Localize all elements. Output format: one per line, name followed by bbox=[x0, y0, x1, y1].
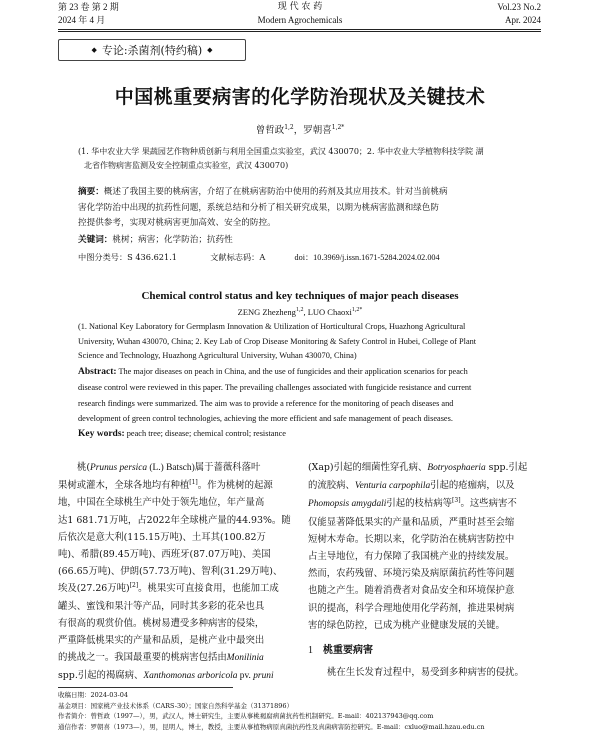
document-code: 文献标志码：A bbox=[210, 252, 266, 262]
column-tag-label: 专论:杀菌剂(特约稿) bbox=[101, 44, 203, 57]
abstract-en: Abstract: The major diseases on peach in China, and the use of fungicides and their application scenarios for peach disease control were reviewed in this paper. The prevailing challenges associated with fungicide resistance and current research findings were summarized. The aim was to provide a reference for the monitoring of peach diseases and development of green control technologies, achieving the more efficient and safe management of peach diseases. bbox=[78, 367, 472, 423]
doi: doi：10.3969/j.issn.1671-5284.2024.02.004 bbox=[294, 253, 440, 262]
english-title: Chemical control status and key techniques of major peach diseases bbox=[141, 290, 459, 302]
body-right-column: (Xap)引起的细菌性穿孔病、Botryosphaeria spp.引起 的流胶病、Venturia carpophila引起的疮痂病，以及 Phomopsis amygdali引起的枝枯病等[3]。这些病害不 仅能显著降低果实的产量和品质，严重时甚至会缩 短树木寿命。长期以来，化学防治在桃病害防控中 占主导地位，有力保障了我国桃产业的持续发展。 然而，农药残留、环境污染及病原菌抗药性等问题 也随之产生。随着消费者对食品安全和环境保护意 识的提高，科学合理地使用化学药剂，推进果树病 害的绿色防控，已成为桃产业健康发展的关键。 1 桃重要病害 桃在生长发育过程中，易受到多种病害的侵扰。 bbox=[308, 459, 541, 681]
corresponding-author: 通信作者：罗朝喜（1973—），男，昆明人，博士，教授，主要从事植物病原真菌抗药性及真菌病害防控研究。E-mail：cxluo@mail.hzau.edu.cn bbox=[58, 722, 485, 731]
header-rule bbox=[58, 29, 541, 30]
author-bio: 作者简介：曾哲政（1997—），男，武汉人，博士研究生，主要从事桃褐腐病菌抗药性机制研究。E-mail：402137943@qq.com bbox=[58, 712, 434, 720]
section-heading: 1 桃重要病害 bbox=[308, 645, 373, 657]
keywords-en: Key words: peach tree; disease; chemical control; resistance bbox=[78, 429, 286, 439]
abstract-cn: 摘要：概述了我国主要的桃病害，介绍了在桃病害防治中使用的药剂及其应用技术。针对当前桃病 害化学防治中出现的抗药性问题，系统总结和分析了相关研究成果，以期为桃病害监测和绿色防 控提供参考，实现对桃病害更加高效、安全的防控。 bbox=[78, 187, 448, 228]
diamond-icon: ◆ bbox=[91, 46, 97, 54]
volume-number-en: Vol.23 No.2 bbox=[497, 2, 541, 12]
issue-date: 2024 年 4 月 bbox=[58, 15, 106, 25]
journal-name-cn: 现 代 农 药 bbox=[277, 2, 323, 12]
column-tag bbox=[58, 39, 246, 61]
footnote-rule bbox=[58, 687, 233, 688]
clc-number: 中图分类号：S 436.621.1 bbox=[78, 252, 178, 262]
volume-issue: 第 23 卷 第 2 期 bbox=[58, 2, 119, 12]
diamond-icon: ◆ bbox=[207, 46, 213, 54]
affiliations-cn: (1. 华中农业大学 果蔬园艺作物种质创新与利用全国重点实验室，武汉 430070；2. 华中农业大学植物科技学院 湖 北省作物病害监测及安全控制重点实验室，武汉 430070) bbox=[78, 147, 484, 170]
authors-en: ZENG Zhezheng$^{1,2}$, LUO Chaoxi$^{1,2*}$ bbox=[237, 307, 363, 317]
date-en: Apr. 2024 bbox=[505, 15, 541, 25]
classification-meta bbox=[78, 252, 440, 263]
footnotes bbox=[58, 690, 548, 732]
body-left-column: 桃(Prunus persica (L.) Batsch)属于蔷薇科落叶 果树或灌木，全球各地均有种植[1]。作为桃树的起源 地，中国在全球桃生产中处于领先地位，年产量高 达1 681.71万吨，占2022年全球桃产量的44.93%。随 后依次是意大利(115.15万吨)、土耳其(100.82万 吨)、希腊(89.45万吨)、西班牙(87.07万吨)、美国 (66.65万吨)、伊朗(57.73万吨)、智利(31.29万吨)、 埃及(27.26万吨)[2]。桃果实可直接食用，也能加工成 罐头、蜜饯和果汁等产品，同时其多彩的花朵也具 有很高的观赏价值。桃树易遭受多种病害的侵染， 严重降低桃果实的产量和品质，是桃产业中最突出 的挑战之一。我国最重要的桃病害包括由Monilinia spp.引起的褐腐病、Xanthomonas arboricola pv. pruni bbox=[58, 462, 291, 682]
journal-name-en: Modern Agrochemicals bbox=[257, 15, 343, 25]
received-date: 收稿日期：2024-03-04 bbox=[58, 691, 128, 699]
authors-cn: 曾哲政$^{1,2}$，罗朝喜$^{1,2*}$ bbox=[255, 123, 345, 136]
funding: 基金项目：国家桃产业技术体系（CARS-30）；国家自然科学基金（31371896） bbox=[58, 701, 294, 710]
page-title: 中国桃重要病害的化学防治现状及关键技术 bbox=[114, 86, 486, 108]
keywords-cn: 关键词：桃树；病害；化学防治；抗药性 bbox=[78, 235, 233, 245]
header-rule-thin bbox=[58, 31, 541, 32]
affiliations-en: (1. National Key Laboratory for Germplasm Innovation & Utilization of Horticultural Crops, Huazhong Agricultural University, Wuhan 430070, China; 2. Key Lab of Crop Disease Monitoring & Safety Control in Hubei, College of Plant Science and Technology, Huazhong Agricultural University, Wuhan 430070, China) bbox=[78, 322, 477, 361]
